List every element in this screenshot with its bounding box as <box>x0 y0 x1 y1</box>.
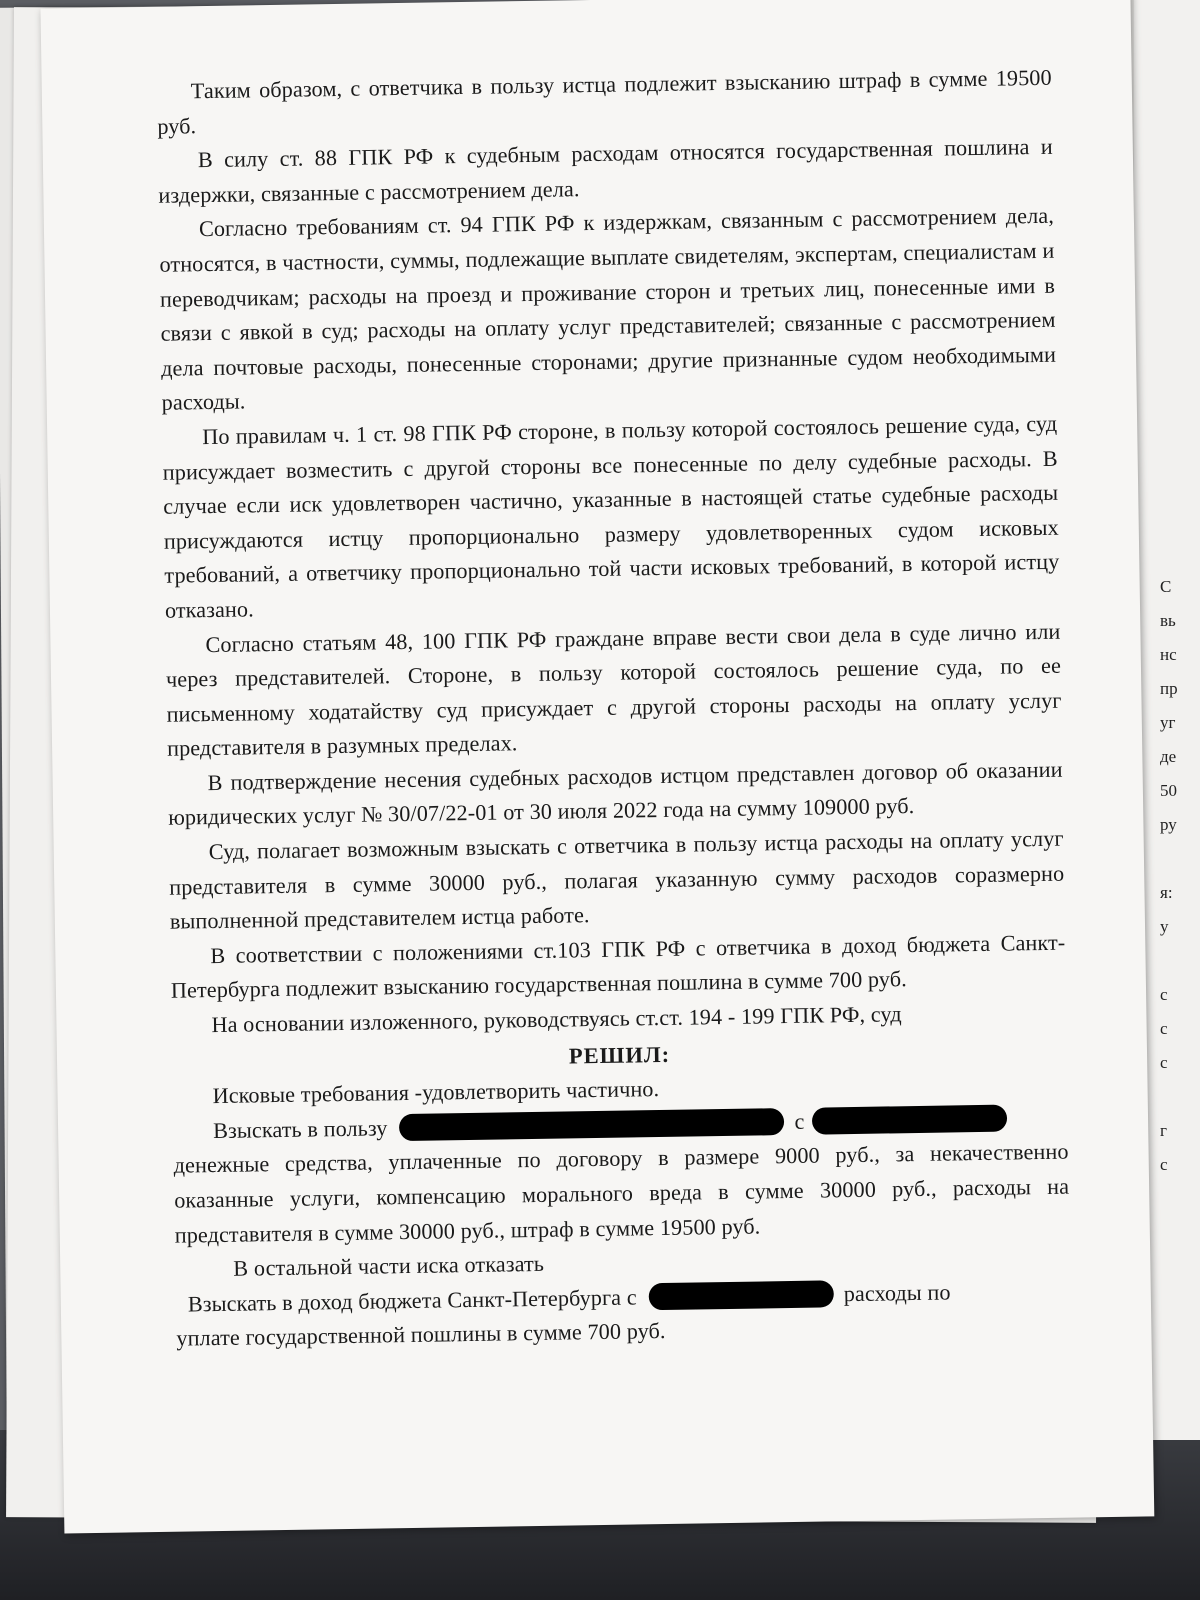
refuse-line: В остальной части иска отказать <box>233 1251 545 1281</box>
side-letter: с <box>1160 985 1168 1004</box>
side-letter: нс <box>1160 645 1177 664</box>
paragraph-grounds: На основании изложенного, руководствуясь ст.ст. 194 - 199 ГПК РФ, суд <box>211 1001 902 1038</box>
side-letter: с <box>1160 1053 1168 1072</box>
side-letter: г <box>1160 1121 1167 1140</box>
paragraph-representatives: Согласно статьям 48, 100 ГПК РФ граждане вправе вести свои дела в суде лично или через представителей. Стороне, в пользу которой состоялось решение суда, по ее письменному ходатайству суд присуждает с другой стороны расходы на оплату услуг представителя в разумных пределах. <box>165 618 1062 762</box>
redaction-plaintiff <box>399 1108 784 1141</box>
side-letter: вь <box>1160 611 1176 630</box>
side-letter: пр <box>1160 679 1178 698</box>
document-page <box>40 0 1154 1533</box>
paragraph-article-98: По правилам ч. 1 ст. 98 ГПК РФ стороне, в пользу которой состоялось решение суда, суд присуждает возместить с другой стороны все понесенные по делу судебные расходы. В случае если иск удовлетворен частично, указанные в настоящей статье судебные расходы присуждаются истцу пропорционально размеру удовлетворенных судом исковых требований, а ответчику пропорционально той части исковых требований, в которой истцу отказано. <box>162 410 1060 623</box>
adjacent-sheet-text <box>1160 570 1178 1182</box>
redaction-defendant-budget <box>649 1280 834 1310</box>
side-letter: 50 <box>1160 781 1177 800</box>
decision-heading: РЕШИЛ: <box>568 1041 671 1069</box>
side-letter: уг <box>1160 713 1176 732</box>
document-body <box>157 61 1072 1357</box>
side-letter: ру <box>1160 815 1177 834</box>
recover-separator: с <box>794 1108 805 1134</box>
claims-line: Исковые требования -удовлетворить частично. <box>212 1076 660 1109</box>
side-letter: С <box>1160 577 1172 596</box>
side-letter <box>1160 944 1178 978</box>
side-letter: де <box>1160 747 1177 766</box>
side-letter: с <box>1160 1019 1168 1038</box>
budget-prefix: Взыскать в доход бюджета Санкт-Петербурга с <box>187 1284 637 1317</box>
recover-prefix: Взыскать в пользу <box>212 1115 388 1143</box>
paragraph-court-costs: В силу ст. 88 ГПК РФ к судебным расходам относятся государственная пошлина и издержки, связанные с рассмотрением дела. <box>158 133 1053 208</box>
redaction-defendant <box>812 1104 1007 1134</box>
paragraph-fine: Таким образом, с ответчика в пользу истца подлежит взысканию штраф в сумме 19500 руб. <box>157 64 1052 139</box>
budget-tail: уплате государственной пошлины в сумме 700 руб. <box>176 1318 666 1352</box>
paragraph-state-duty: В соответствии с положениями ст.103 ГПК РФ с ответчика в доход бюджета Санкт-Петербурга подлежит взысканию государственная пошлина в сумме 700 руб. <box>170 929 1066 1004</box>
paragraph-contract: В подтверждение несения судебных расходов истцом представлен договор об оказании юридических услуг № 30/07/22-01 от 30 июля 2022 года на сумму 109000 руб. <box>168 756 1063 831</box>
recover-body: денежные средства, уплаченные по договору в размере 9000 руб., за некачественно оказанные услуги, компенсацию морального вреда в сумме 30000 руб., расходы на представителя в сумме 30000 руб., штраф в сумме 19500 руб. <box>173 1139 1070 1248</box>
side-letter: у <box>1160 917 1169 936</box>
paragraph-representative-costs: Суд, полагает возможным взыскать с ответчика в пользу истца расходы на оплату услуг представителя в сумме 30000 руб., полагая указанную сумму расходов соразмерно выполненной представителем истца работе. <box>169 825 1065 934</box>
budget-suffix: расходы по <box>843 1279 951 1306</box>
side-letter <box>1160 842 1178 876</box>
side-letter: я: <box>1160 883 1173 902</box>
side-letter <box>1160 1080 1178 1114</box>
side-letter: с <box>1160 1155 1168 1174</box>
paragraph-expenses: Согласно требованиям ст. 94 ГПК РФ к издержкам, связанным с рассмотрением дела, относятся, в частности, суммы, подлежащие выплате свидетелям, экспертам, специалистам и переводчикам; расходы на проезд и проживание сторон и третьих лиц, понесенные ими в связи с явкой в суд; расходы на оплату услуг представителей; связанные с рассмотрением дела почтовые расходы, понесенные сторонами; другие признанные судом необходимыми расходы. <box>159 203 1057 416</box>
